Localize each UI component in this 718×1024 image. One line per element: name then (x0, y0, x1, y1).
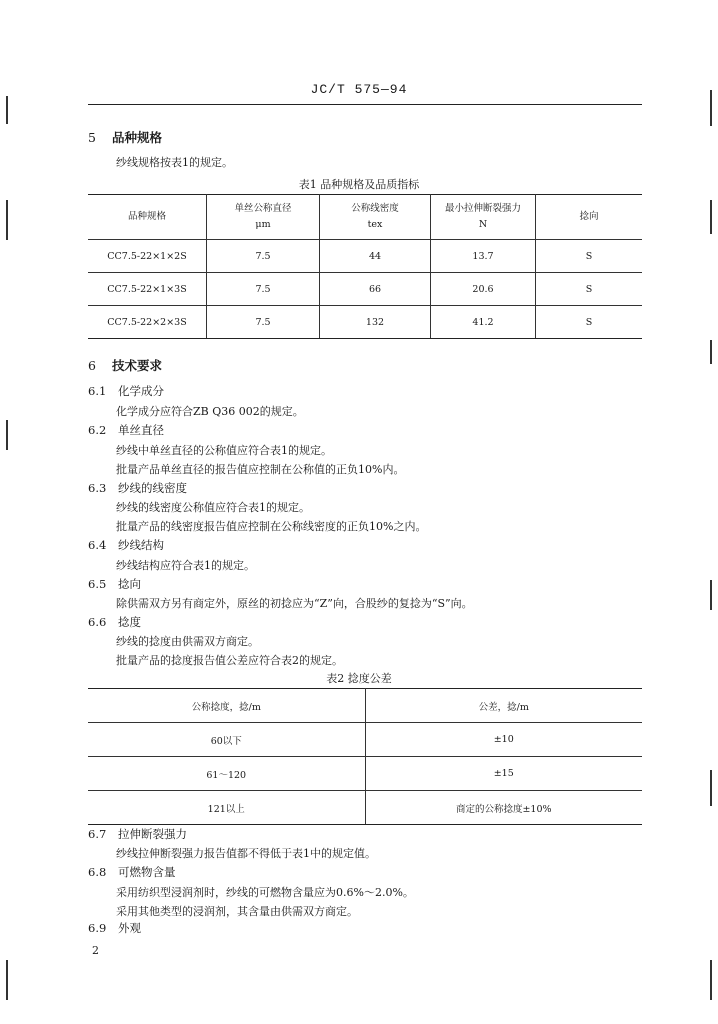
table-1-header-cell: 单丝公称直径 μm (207, 195, 320, 240)
subsection-6-5-heading: 6.5 捻向 (88, 577, 141, 591)
subsection-6-8-text: 采用纺织型浸润剂时，纱线的可燃物含量应为0.6%～2.0%。 (116, 886, 414, 899)
section-6-number: 6 (88, 358, 96, 373)
section-5-number: 5 (88, 130, 96, 145)
table-cell: CC7.5-22×1×2S (88, 240, 207, 273)
table-row (88, 723, 642, 757)
table-cell: ±10 (365, 723, 642, 757)
subsection-6-6-heading: 6.6 捻度 (88, 615, 141, 629)
table-cell: 商定的公称捻度±10% (365, 791, 642, 825)
subsection-6-7-heading: 6.7 拉伸断裂强力 (88, 827, 187, 841)
table-cell: 41.2 (431, 306, 536, 339)
scan-edge-mark (6, 200, 8, 240)
subsection-6-3-heading: 6.3 纱线的线密度 (88, 481, 187, 495)
subsection-6-3-text: 纱线的线密度公称值应符合表1的规定。 (116, 501, 310, 514)
table-1-header-cell: 品种规格 (88, 195, 207, 240)
scan-edge-mark (6, 96, 8, 124)
scan-edge-mark (710, 770, 712, 806)
scan-edge-mark (710, 960, 712, 1000)
scan-edge-mark (710, 340, 712, 364)
table-cell: ±15 (365, 757, 642, 791)
scan-edge-mark (710, 90, 712, 126)
table-cell: 132 (320, 306, 431, 339)
section-6-heading (88, 356, 162, 374)
table-2 (88, 688, 642, 825)
subsection-6-5-text: 除供需双方另有商定外，原丝的初捻应为“Z”向，合股纱的复捻为“S”向。 (116, 597, 473, 610)
table-row (88, 757, 642, 791)
table-cell: 20.6 (431, 273, 536, 306)
section-5-text: 纱线规格按表1的规定。 (116, 156, 233, 169)
section-5-title: 品种规格 (112, 130, 163, 145)
table-cell: 60以下 (88, 723, 365, 757)
header-rule (88, 104, 642, 105)
subsection-6-2-text: 纱线中单丝直径的公称值应符合表1的规定。 (116, 444, 332, 457)
table-row (88, 791, 642, 825)
table-cell: CC7.5-22×2×3S (88, 306, 207, 339)
table-1-caption: 表1 品种规格及品质指标 (298, 178, 420, 191)
table-cell: 61～120 (88, 757, 365, 791)
table-2-header-cell: 公称捻度，捻/m (88, 689, 365, 723)
table-1-header-cell: 公称线密度 tex (320, 195, 431, 240)
section-6-title: 技术要求 (112, 358, 163, 373)
subsection-6-8-text: 采用其他类型的浸润剂，其含量由供需双方商定。 (116, 905, 358, 918)
table-row (88, 273, 642, 306)
table-cell: 7.5 (207, 240, 320, 273)
scan-edge-mark (6, 960, 8, 1000)
table-2-caption: 表2 捻度公差 (326, 672, 392, 685)
table-cell: CC7.5-22×1×3S (88, 273, 207, 306)
subsection-6-9-heading: 6.9 外观 (88, 921, 141, 935)
scan-edge-mark (710, 580, 712, 610)
table-2-header-cell: 公差，捻/m (365, 689, 642, 723)
table-cell: 7.5 (207, 306, 320, 339)
table-row (88, 240, 642, 273)
document-code: JC/T 575—94 (310, 82, 408, 97)
table-cell: S (536, 306, 643, 339)
table-cell: 121以上 (88, 791, 365, 825)
table-1-header-cell: 最小拉伸断裂强力 N (431, 195, 536, 240)
scan-edge-mark (710, 200, 712, 234)
subsection-6-4-text: 纱线结构应符合表1的规定。 (116, 559, 255, 572)
subsection-6-4-heading: 6.4 纱线结构 (88, 538, 164, 552)
table-cell: 44 (320, 240, 431, 273)
table-cell: 13.7 (431, 240, 536, 273)
table-1 (88, 194, 642, 339)
subsection-6-1-text: 化学成分应符合ZB Q36 002的规定。 (116, 405, 304, 418)
table-1-header-row (88, 195, 642, 240)
subsection-6-6-text: 纱线的捻度由供需双方商定。 (116, 635, 259, 648)
table-2-header-row (88, 689, 642, 723)
subsection-6-8-heading: 6.8 可燃物含量 (88, 865, 176, 879)
table-row (88, 306, 642, 339)
section-5-heading (88, 128, 162, 146)
subsection-6-6-text: 批量产品的捻度报告值公差应符合表2的规定。 (116, 654, 343, 667)
table-cell: S (536, 273, 643, 306)
subsection-6-7-text: 纱线拉伸断裂强力报告值都不得低于表1中的规定值。 (116, 847, 376, 860)
table-cell: 7.5 (207, 273, 320, 306)
subsection-6-2-heading: 6.2 单丝直径 (88, 423, 164, 437)
table-cell: 66 (320, 273, 431, 306)
subsection-6-3-text: 批量产品的线密度报告值应控制在公称线密度的正负10%之内。 (116, 520, 427, 533)
subsection-6-1-heading: 6.1 化学成分 (88, 384, 164, 398)
page-number: 2 (92, 944, 99, 957)
subsection-6-2-text: 批量产品单丝直径的报告值应控制在公称值的正负10%内。 (116, 463, 405, 476)
table-cell: S (536, 240, 643, 273)
scan-edge-mark (6, 420, 8, 450)
table-1-header-cell: 捻向 (536, 195, 643, 240)
